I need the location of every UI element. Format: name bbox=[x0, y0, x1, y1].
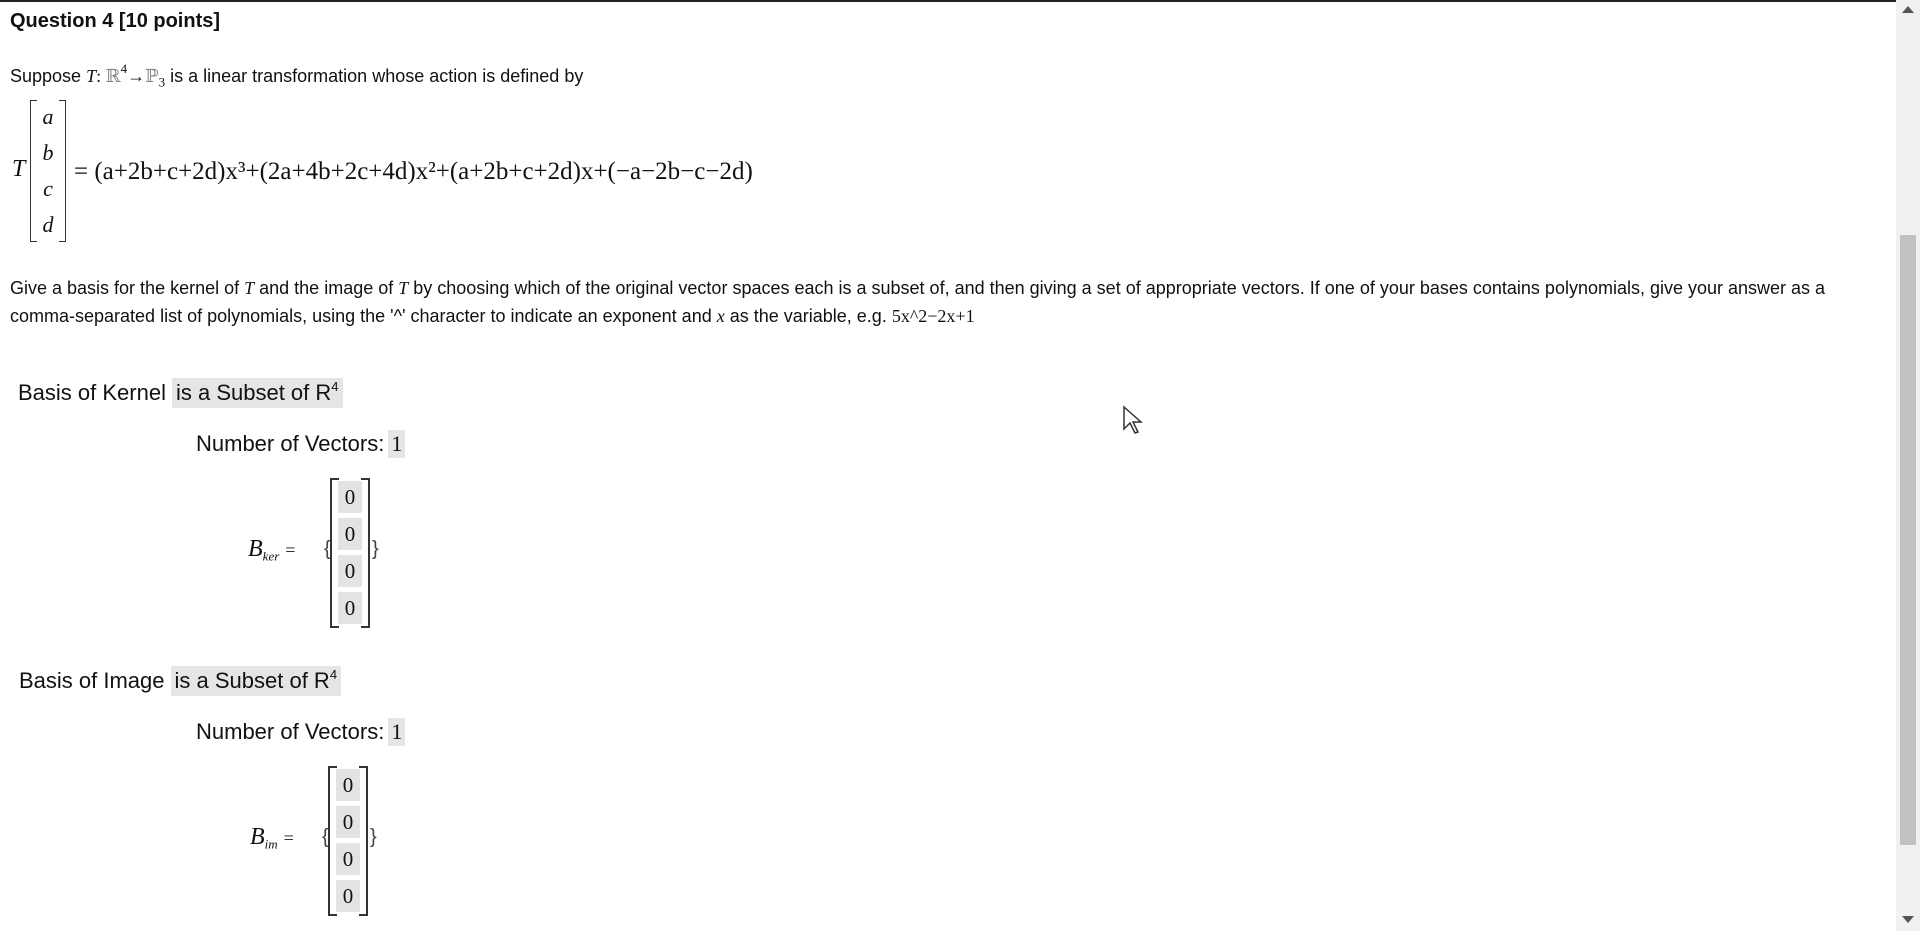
formula-rhs: = (a+2b+c+2d)x³+(2a+4b+2c+4d)x²+(a+2b+c+2d)x+(−a−2b−c−2d) bbox=[74, 158, 753, 185]
kernel-subset-sup: 4 bbox=[331, 378, 339, 394]
codomain-symbol: ℙ bbox=[145, 66, 159, 87]
image-num-vectors-label: Number of Vectors: bbox=[196, 719, 385, 744]
domain-symbol: ℝ bbox=[105, 66, 121, 87]
intro-t: T bbox=[86, 66, 97, 86]
kernel-num-vectors-row bbox=[196, 430, 405, 458]
image-row bbox=[19, 666, 341, 696]
kernel-cell-4[interactable]: 0 bbox=[338, 592, 362, 624]
kernel-num-vectors-label: Number of Vectors: bbox=[196, 431, 385, 456]
intro-prefix: Suppose bbox=[10, 66, 87, 86]
image-subset-text: is a Subset of R bbox=[174, 668, 330, 693]
kernel-right-bracket bbox=[361, 478, 370, 628]
vector-entry-b: b bbox=[42, 140, 54, 165]
instr-part-3: by choosing which of the original vector spaces each is a subset of, and then giving a set of appropriate vectors. If one of your bases contains polynomials, give your answer as a comma-separated list of polynomials, using the '^' character to indicate an exponent and bbox=[10, 278, 1826, 326]
image-subset-sup: 4 bbox=[329, 666, 338, 682]
image-eq: = bbox=[283, 828, 294, 848]
image-basis bbox=[250, 766, 390, 918]
image-cell-4[interactable]: 0 bbox=[336, 880, 360, 912]
instr-x: x bbox=[716, 306, 725, 326]
kernel-subset-dropdown[interactable] bbox=[172, 378, 343, 408]
image-vector bbox=[328, 766, 368, 916]
instr-t-1: T bbox=[244, 278, 255, 298]
intro-colon: : bbox=[96, 66, 106, 86]
image-num-vectors-row bbox=[196, 718, 405, 746]
image-basis-sub: im bbox=[264, 836, 278, 852]
image-left-brace: { bbox=[322, 826, 329, 848]
kernel-num-vectors-input[interactable]: 1 bbox=[388, 430, 405, 458]
chevron-up-icon[interactable] bbox=[1902, 6, 1914, 13]
codomain-sub: 3 bbox=[158, 74, 166, 90]
kernel-eq: = bbox=[285, 540, 296, 560]
instr-part-4: as the variable, e.g. bbox=[724, 306, 892, 326]
kernel-left-brace: { bbox=[324, 538, 331, 560]
image-cell-1[interactable]: 0 bbox=[336, 769, 360, 801]
kernel-basis-label bbox=[248, 536, 295, 563]
intro-text bbox=[10, 60, 584, 90]
image-basis-label bbox=[250, 824, 294, 851]
kernel-cell-2[interactable]: 0 bbox=[338, 518, 362, 550]
image-right-brace: } bbox=[370, 826, 377, 848]
input-vector bbox=[30, 100, 66, 242]
kernel-row bbox=[18, 378, 343, 408]
domain-sup: 4 bbox=[120, 60, 128, 76]
image-right-bracket bbox=[359, 766, 368, 916]
kernel-vector bbox=[330, 478, 370, 628]
kernel-cell-1[interactable]: 0 bbox=[338, 481, 362, 513]
instructions-text bbox=[10, 274, 1870, 330]
instr-part-2: and the image of bbox=[254, 278, 399, 298]
instr-t-2: T bbox=[398, 278, 409, 298]
instr-example: 5x^2−2x+1 bbox=[891, 306, 975, 326]
formula-t: T bbox=[12, 156, 26, 182]
kernel-cell-3[interactable]: 0 bbox=[338, 555, 362, 587]
kernel-label: Basis of Kernel bbox=[18, 380, 166, 405]
image-num-vectors-input[interactable]: 1 bbox=[388, 718, 405, 746]
kernel-basis bbox=[248, 478, 388, 630]
vertical-scrollbar[interactable] bbox=[1896, 0, 1920, 931]
vector-entry-a: a bbox=[42, 104, 54, 129]
kernel-basis-sub: ker bbox=[262, 548, 280, 564]
kernel-basis-symbol: B bbox=[248, 536, 263, 562]
vector-entry-d: d bbox=[42, 212, 54, 237]
mouse-pointer-icon bbox=[1122, 405, 1146, 437]
image-cell-3[interactable]: 0 bbox=[336, 843, 360, 875]
instr-part-1: Give a basis for the kernel of bbox=[10, 278, 245, 298]
arrow-symbol: → bbox=[127, 66, 146, 86]
image-subset-dropdown[interactable] bbox=[171, 666, 342, 696]
intro-suffix: is a linear transformation whose action is defined by bbox=[165, 66, 584, 86]
kernel-subset-text: is a Subset of R bbox=[175, 380, 332, 405]
scrollbar-thumb[interactable] bbox=[1900, 235, 1916, 845]
kernel-right-brace: } bbox=[372, 538, 379, 560]
top-border bbox=[0, 0, 1896, 2]
chevron-down-icon[interactable] bbox=[1902, 916, 1914, 923]
vector-entry-c: c bbox=[43, 176, 53, 201]
image-basis-symbol: B bbox=[250, 824, 265, 850]
image-label: Basis of Image bbox=[19, 668, 165, 693]
image-cell-2[interactable]: 0 bbox=[336, 806, 360, 838]
transformation-formula bbox=[10, 98, 910, 244]
question-title: Question 4 [10 points] bbox=[10, 10, 221, 32]
